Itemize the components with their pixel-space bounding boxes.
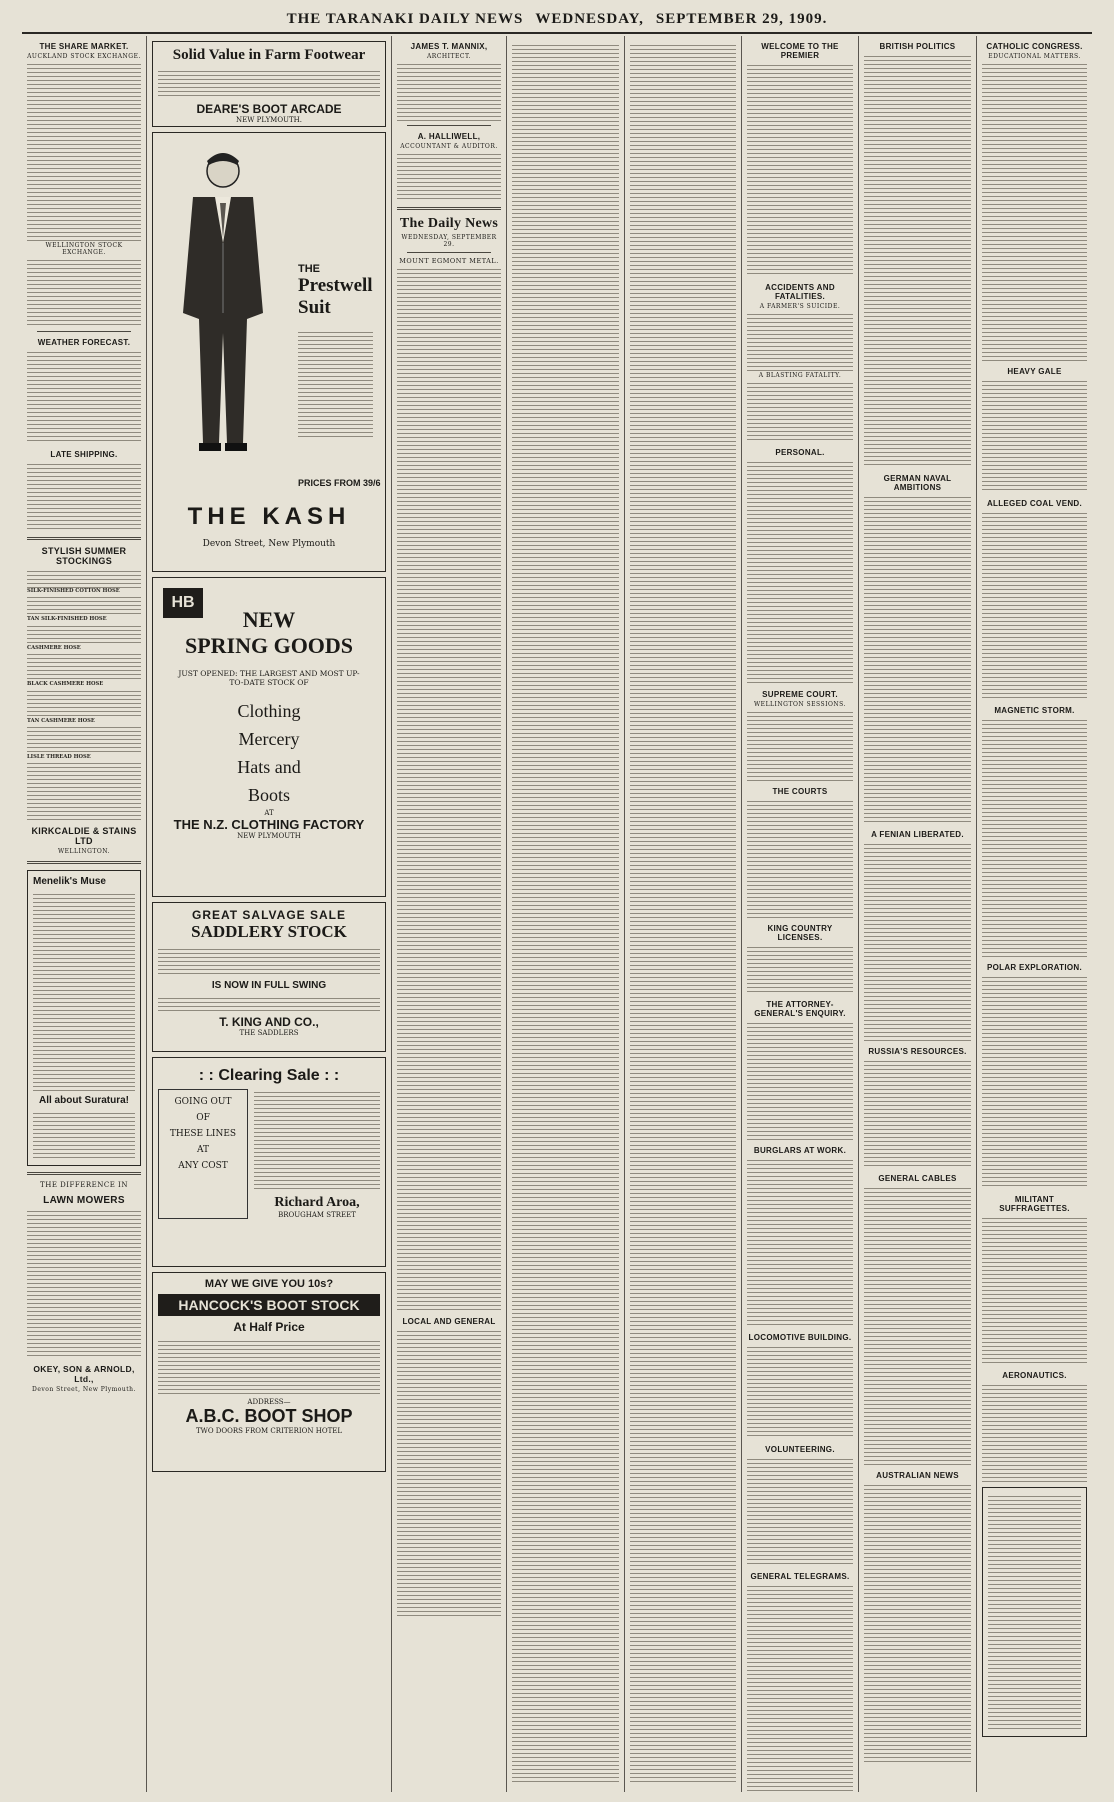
masthead-date: SEPTEMBER 29, 1909. [655,10,828,27]
going-line: ANY COST [178,1161,228,1171]
wellington-sessions: WELLINGTON SESSIONS. [754,701,846,708]
weather-heading: WEATHER FORECAST. [37,338,131,347]
kash-the: THE [298,263,320,275]
column-7 [859,36,977,1792]
menelik-text [33,891,135,1091]
supreme-court-heading: SUPREME COURT. [762,690,838,699]
halliwell-name: A. HALLIWELL, [417,132,481,141]
menelik-heading: Menelik's Muse [33,876,106,888]
burglars-heading: BURGLARS AT WORK. [753,1146,847,1155]
hb-logo: HB [163,588,203,618]
hancock-heading: HANCOCK'S BOOT STOCK [158,1294,380,1316]
saddlery-stock-heading: SADDLERY STOCK [191,922,347,941]
suffragettes-heading: MILITANT SUFFRAGETTES. [999,1195,1070,1213]
russia-heading: RUSSIA'S RESOURCES. [868,1047,967,1056]
attorney-general-heading: THE ATTORNEY-GENERAL'S ENQUIRY. [754,1000,846,1018]
farmers-suicide: A FARMER'S SUICIDE. [759,303,841,310]
shipping-text [27,461,141,531]
dearc-town: NEW PLYMOUTH. [236,116,302,124]
column-4 [507,36,625,1792]
kash-shop-name: THE KASH [187,503,351,530]
man-in-suit-illustration [163,143,283,463]
welcome-premier-heading: WELCOME TO THE PREMIER [761,42,839,60]
masthead-title: THE TARANAKI DAILY NEWS [286,10,524,27]
locomotive-heading: LOCOMOTIVE BUILDING. [748,1333,852,1342]
advertisement-text [988,1493,1081,1731]
the-daily-news-title: The Daily News [399,216,499,231]
masthead [22,6,1092,34]
okey-address: Devon Street, New Plymouth. [32,1386,136,1394]
stocking-item: TAN CASHMERE HOSE [27,717,95,724]
richard-aroa: Richard Aroa, [274,1195,360,1210]
suratura-heading: All about Suratura! [38,1095,129,1107]
going-line: AT [196,1145,209,1155]
king-country-heading: KING COUNTRY LICENSES. [767,924,833,942]
abc-boot-shop: A.B.C. BOOT SHOP [185,1406,353,1426]
column-5-text [630,42,736,1782]
blasting-fatality: A BLASTING FATALITY. [758,372,842,379]
dearc-title: Solid Value in Farm Footwear [172,47,366,63]
column-4-text [512,42,619,1782]
spring-item: Mercery [238,729,300,749]
fenian-heading: A FENIAN LIBERATED. [871,830,964,839]
salvage-sale-heading: GREAT SALVAGE SALE [191,908,346,922]
australian-news-heading: AUSTRALIAN NEWS [876,1471,959,1480]
hancock-offer: MAY WE GIVE YOU 10s? [204,1278,334,1290]
wellington-exchange-heading: WELLINGTON STOCK EXCHANGE. [45,242,123,256]
dearc-name: DEARE'S BOOT ARCADE [196,102,342,116]
stocking-item: LISLE THREAD HOSE [27,754,91,761]
magnetic-storm-heading: MAGNETIC STORM. [994,706,1075,715]
spring-goods-heading: SPRING GOODS [184,633,354,658]
nz-clothing-factory: THE N.Z. CLOTHING FACTORY [173,817,365,832]
accidents-heading: ACCIDENTS AND FATALITIES. [765,283,835,301]
going-line: THESE LINES [169,1129,237,1139]
weather-text [27,349,141,444]
editorial-text [397,266,501,1311]
hancock-half-price: At Half Price [233,1320,305,1334]
brougham-street: BROUGHAM STREET [278,1211,356,1219]
kirkcaldie-town: WELLINGTON. [57,848,111,856]
column-1 [22,36,147,1792]
okey-name: OKEY, SON & ARNOLD, Ltd., [33,1364,135,1385]
volunteering-heading: VOLUNTEERING. [765,1445,835,1454]
spring-item: Hats and [237,757,301,777]
aeronautics-heading: AERONAUTICS. [1002,1371,1067,1380]
column-5 [625,36,742,1792]
spring-town: NEW PLYMOUTH [237,832,301,840]
spring-at: AT [264,809,274,817]
clearing-sale-heading: : : Clearing Sale : : [198,1067,340,1084]
polar-exploration-heading: POLAR EXPLORATION. [986,963,1083,972]
general-cables-heading: GENERAL CABLES [878,1174,957,1183]
stockings-heading: STYLISH SUMMER STOCKINGS [41,546,127,566]
abc-location: TWO DOORS FROM CRITERION HOTEL [195,1427,343,1435]
stocking-item: SILK-FINISHED COTTON HOSE [27,588,120,594]
kirkcaldie-name: KIRKCALDIE & STAINS LTD [31,826,137,847]
wellington-text [27,257,141,327]
salvage-now: IS NOW IN FULL SWING [211,980,327,991]
auckland-exchange-heading: AUCKLAND STOCK EXCHANGE. [27,53,141,60]
column-8 [977,36,1092,1792]
general-telegrams-heading: GENERAL TELEGRAMS. [750,1572,850,1581]
mannix-title: ARCHITECT. [426,53,472,60]
abc-address-label: ADDRESS— [247,1398,291,1406]
king-and-co: T. KING AND CO., [219,1015,319,1029]
stocking-item: CASHMERE HOSE [27,644,81,651]
column-6 [742,36,859,1792]
catholic-congress-heading: CATHOLIC CONGRESS. [986,42,1083,51]
heavy-gale-heading: HEAVY GALE [1007,367,1062,376]
coal-vend-heading: ALLEGED COAL VEND. [986,499,1083,508]
mowers-text [27,1208,141,1358]
going-line: GOING OUT [174,1097,232,1107]
british-politics-heading: BRITISH POLITICS [879,42,956,51]
spring-new: NEW [242,607,296,632]
stocking-item: TAN SILK-FINISHED HOSE [27,616,107,623]
mowers-line1: THE DIFFERENCE IN [40,1181,128,1190]
share-market-text [27,61,141,241]
kash-suit-name: Prestwell Suit [298,275,373,318]
mount-egmont-heading: MOUNT EGMONT METAL. [399,257,499,265]
halliwell-title: ACCOUNTANT & AUDITOR. [400,143,498,150]
column-3 [392,36,507,1792]
mowers-heading: LAWN MOWERS [43,1195,125,1207]
kash-price: PRICES FROM 39/6 [298,478,381,488]
spring-item: Clothing [237,701,301,721]
share-market-heading: THE SHARE MARKET. [39,42,129,51]
local-text [397,1328,501,1618]
german-naval-heading: GERMAN NAVAL AMBITIONS [883,474,952,492]
column-2-advertisements [147,36,392,1792]
saddlers: THE SADDLERS [239,1029,299,1037]
spring-intro: JUST OPENED: THE LARGEST AND MOST UP-TO-DATE STOCK OF [178,669,360,687]
local-and-general-heading: LOCAL AND GENERAL [402,1317,496,1326]
stocking-item: BLACK CASHMERE HOSE [27,681,104,688]
spring-item: Boots [247,785,290,805]
masthead-day: WEDNESDAY, [535,10,644,27]
courts-heading: THE COURTS [772,787,828,796]
kash-address: Devon Street, New Plymouth [202,539,336,549]
personal-heading: PERSONAL. [775,448,825,457]
going-line: OF [196,1113,210,1123]
mannix-name: JAMES T. MANNIX, [410,42,488,51]
late-shipping-heading: LATE SHIPPING. [50,450,118,459]
daily-news-date: WEDNESDAY, SEPTEMBER 29. [401,234,497,248]
educational-matters: EDUCATIONAL MATTERS. [988,53,1081,60]
